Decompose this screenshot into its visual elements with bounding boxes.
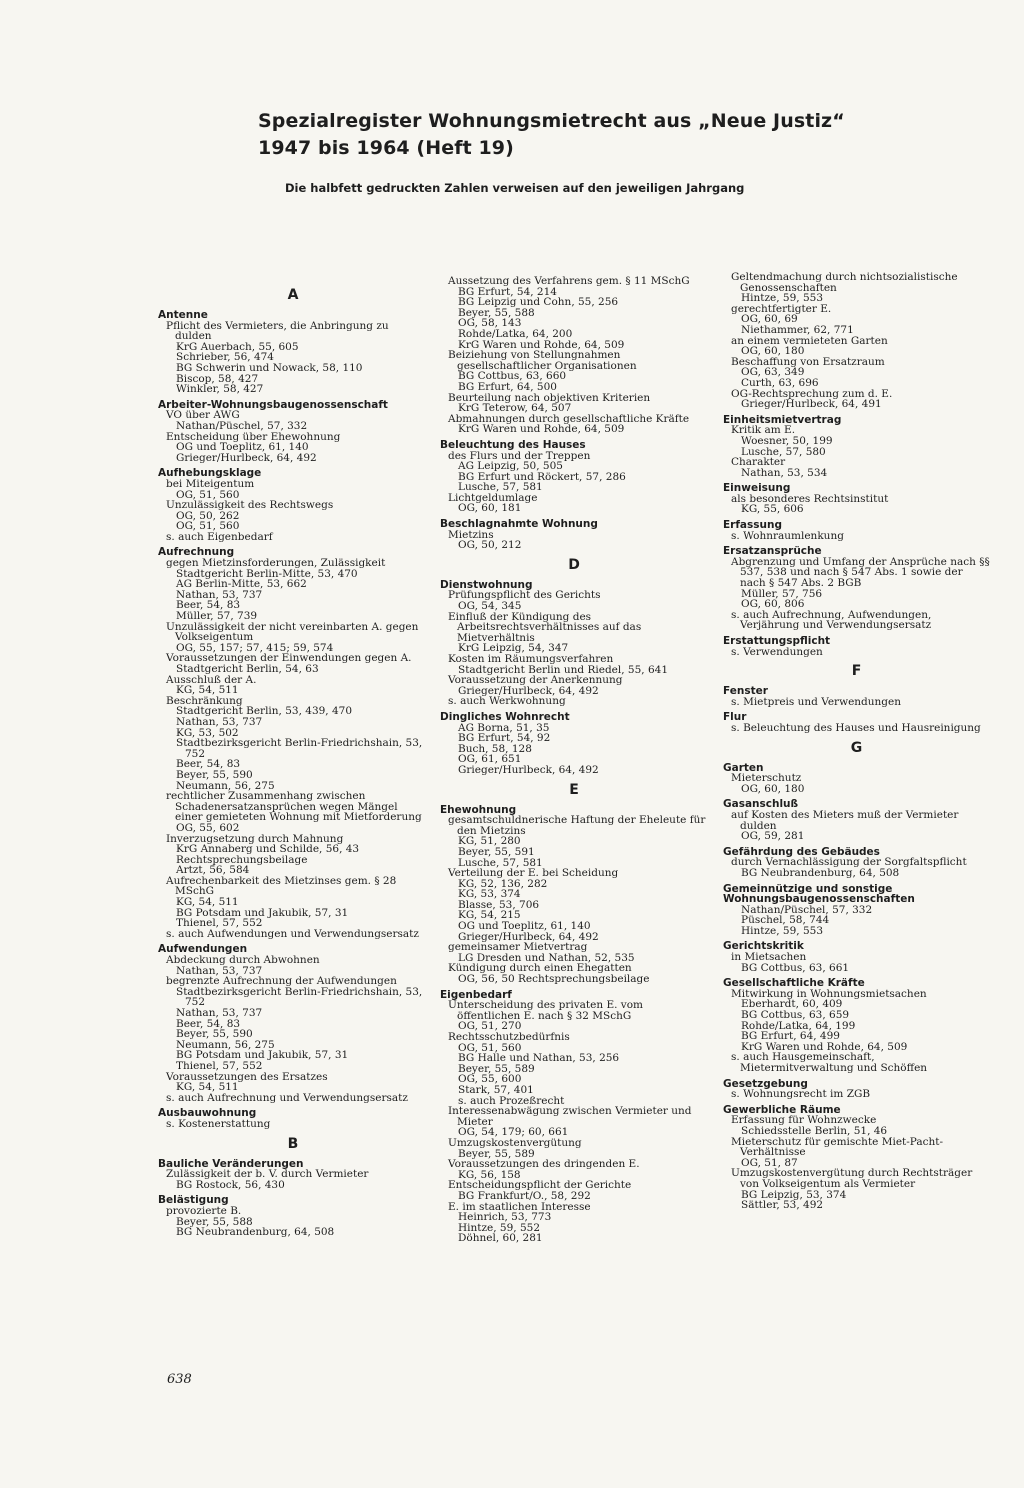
entry-heading: Erstattungspflicht [723, 635, 831, 647]
citation: Biscop, 58, 427 [176, 372, 259, 385]
subentry: Kritik am E. [731, 424, 796, 437]
citation: KrG Waren und Rohde, 64, 509 [458, 423, 625, 436]
citation: Hintze, 59, 553 [741, 292, 823, 305]
subtitle: Die halbfett gedruckten Zahlen verweisen auf den jeweiligen Jahrgang [285, 181, 745, 195]
citation: BG Cottbus, 63, 661 [741, 961, 850, 974]
subentry: s. auch Eigenbedarf [166, 530, 273, 543]
subentry: Voraussetzungen des Ersatzes [166, 1070, 328, 1083]
citation: Rechtsprechungsbeilage [176, 853, 308, 866]
entry-heading: Gerichtskritik [723, 940, 804, 953]
citation: LG Dresden und Nathan, 52, 535 [458, 951, 635, 964]
citation: Müller, 57, 739 [176, 610, 258, 623]
citation: Hintze, 59, 553 [741, 924, 823, 937]
citation: Beyer, 55, 591 [458, 845, 535, 858]
citation: Beer, 54, 83 [176, 758, 241, 771]
subentry: Ausschluß der A. [166, 673, 257, 686]
entry-heading: Beleuchtung des Hauses [440, 438, 586, 451]
citation: OG, 58, 143 [458, 317, 522, 330]
subentry: s. auch Aufrechnung, Aufwendungen, Verjährung und Verwendungsersatz [731, 608, 935, 632]
subentry: Lichtgeldumlage [448, 491, 538, 504]
citation: KG, 51, 280 [458, 835, 521, 848]
index-entry [440, 990, 708, 1244]
citation: KrG Auerbach, 55, 605 [176, 340, 299, 353]
citation: OG, 59, 281 [741, 830, 805, 843]
subentry: E. im staatlichen Interesse [448, 1200, 591, 1213]
subentry: VO über AWG [166, 409, 240, 422]
citation: Curth, 63, 696 [741, 376, 819, 389]
index-entry [723, 636, 990, 657]
subentry: Entscheidung über Ehewohnung [166, 430, 341, 443]
citation: BG Halle und Nathan, 53, 256 [458, 1052, 620, 1065]
citation: Grieger/Hurlbeck, 64, 492 [176, 451, 317, 464]
index-entry [723, 272, 990, 410]
citation: Niethammer, 62, 771 [741, 323, 854, 336]
citation: OG, 63, 349 [741, 366, 805, 379]
citation: OG, 50, 262 [176, 509, 240, 522]
citation: OG, 54, 345 [458, 600, 522, 613]
citation: Grieger/Hurlbeck, 64, 492 [458, 684, 599, 697]
citation: OG, 55, 602 [176, 821, 240, 834]
subentry: in Mietsachen [731, 951, 807, 964]
subentry: des Flurs und der Treppen [448, 449, 591, 462]
citation: Woesner, 50, 199 [741, 434, 833, 447]
citation: Winkler, 58, 427 [176, 383, 264, 396]
subentry: s. Beleuchtung des Hauses und Hausreinigung [731, 721, 981, 734]
citation: OG, 60, 181 [458, 502, 522, 515]
index-entry [723, 941, 990, 973]
citation: Nathan/Püschel, 57, 332 [176, 419, 308, 432]
subentry: an einem vermieteten Garten [731, 334, 888, 347]
citation: Neumann, 56, 275 [176, 779, 275, 792]
entry-heading: Einheitsmietvertrag [723, 413, 842, 426]
citation: Lusche, 57, 580 [741, 445, 826, 458]
index-entry [158, 547, 428, 939]
citation: BG Erfurt und Röckert, 57, 286 [458, 470, 626, 483]
citation: BG Rostock, 56, 430 [176, 1178, 285, 1191]
subentry: Pflicht des Vermieters, die Anbringung zu dulden [166, 319, 392, 343]
index-entry [723, 884, 990, 937]
citation: Stark, 57, 401 [458, 1083, 534, 1096]
section-letter: G [850, 739, 863, 756]
citation: KG, 54, 511 [176, 684, 239, 697]
citation: Eberhardt, 60, 409 [741, 998, 843, 1011]
subentry: Aussetzung des Verfahrens gem. § 11 MSchG [448, 275, 690, 287]
entry-heading: Garten [723, 761, 764, 774]
subentry: Umzugskostenvergütung durch Rechtsträger von Volkseigentum als Vermieter [731, 1167, 976, 1190]
citation: OG, 50, 212 [458, 539, 522, 552]
subentry: Erfassung für Wohnzwecke [731, 1114, 877, 1127]
index-entry [723, 978, 990, 1073]
citation: BG Leipzig und Cohn, 55, 256 [458, 296, 619, 309]
citation: OG, 55, 600 [458, 1073, 522, 1086]
citation: AG Borna, 51, 35 [458, 721, 550, 734]
page-title [258, 108, 858, 162]
citation: Thienel, 57, 552 [176, 917, 263, 930]
citation: Rohde/Latka, 64, 200 [458, 327, 573, 340]
citation: OG, 60, 180 [741, 345, 805, 358]
citation: Beer, 54, 83 [176, 599, 241, 612]
citation: OG, 61, 651 [458, 753, 522, 766]
subentry: Abdeckung durch Abwohnen [166, 954, 320, 967]
citation: BG Erfurt, 64, 499 [741, 1030, 840, 1043]
citation: Stadtgericht Berlin-Mitte, 53, 470 [176, 567, 358, 580]
subentry: Unzulässigkeit des Rechtswegs [166, 499, 334, 512]
entry-heading: Bauliche Veränderungen [158, 1157, 304, 1170]
entry-heading: Gewerbliche Räume [723, 1103, 841, 1116]
section-letter: B [287, 1135, 299, 1152]
citation: OG und Toeplitz, 61, 140 [458, 920, 591, 933]
index-entry [723, 1105, 990, 1211]
citation: BG Erfurt, 64, 500 [458, 380, 557, 393]
subentry: Unterscheidung des privaten E. vom öffentlichen E. nach § 32 MSchG [448, 999, 647, 1022]
subentry: Beschaffung von Ersatzraum [731, 355, 885, 368]
title-line-2: 1947 bis 1964 (Heft 19) [258, 137, 514, 159]
subentry: s. auch Werkwohnung [448, 695, 566, 708]
citation: OG, 55, 157; 57, 415; 59, 574 [176, 641, 334, 654]
index-entry [440, 276, 708, 435]
citation: Lusche, 57, 581 [458, 856, 543, 869]
subentry: Beiziehung von Stellungnahmen gesellschaftlicher Organisationen [448, 349, 637, 372]
citation: Schrieber, 56, 474 [176, 351, 274, 364]
citation: Nathan, 53, 534 [741, 466, 828, 479]
entry-heading: Erfassung [723, 519, 782, 532]
citation: Beyer, 55, 590 [176, 768, 253, 781]
citation: Blasse, 53, 706 [458, 898, 540, 911]
citation: Stadtgericht Berlin und Riedel, 55, 641 [458, 663, 668, 676]
subentry: Rechtsschutzbedürfnis [448, 1031, 570, 1043]
citation: KrG Annaberg und Schilde, 56, 43 [176, 843, 360, 856]
subentry: begrenzte Aufrechnung der Aufwendungen [166, 975, 397, 988]
citation: KG, 53, 502 [176, 726, 239, 739]
index-entry [723, 483, 990, 515]
citation: AG Leipzig, 50, 505 [458, 460, 563, 473]
subentry: Beschränkung [166, 694, 243, 707]
citation: Nathan, 53, 737 [176, 715, 263, 728]
citation: KG, 55, 606 [741, 503, 804, 516]
citation: Stadtbezirksgericht Berlin-Friedrichshain, 53, 752 [176, 985, 426, 1009]
subentry: Inverzugsetzung durch Mahnung [166, 832, 344, 845]
section-letter: D [568, 556, 580, 573]
citation: Thienel, 57, 552 [176, 1059, 263, 1072]
index-column-3 [723, 271, 994, 1216]
citation: Grieger/Hurlbeck, 64, 491 [741, 398, 882, 411]
index-entry [723, 686, 990, 707]
entry-heading: Antenne [158, 309, 208, 321]
subentry: als besonderes Rechtsinstitut [731, 492, 889, 505]
index-entry [158, 310, 428, 395]
index-entry [723, 545, 994, 632]
entry-heading: Ehewohnung [440, 803, 517, 816]
subentry: s. Wohnraumlenkung [731, 529, 844, 542]
citation: Grieger/Hurlbeck, 64, 492 [458, 930, 599, 943]
citation: OG, 60, 180 [741, 782, 805, 795]
index-entry [440, 580, 708, 707]
subentry: provozierte B. [166, 1204, 242, 1217]
index-entry [158, 468, 428, 542]
citation: KG, 53, 374 [458, 888, 521, 901]
entry-heading: Aufwendungen [158, 943, 248, 956]
subentry: Prüfungspflicht des Gerichts [448, 589, 601, 602]
entry-heading: Flur [723, 711, 747, 724]
subentry: gegen Mietzinsforderungen, Zulässigkeit [166, 557, 386, 570]
index-column-2 [440, 276, 708, 1249]
citation: BG Potsdam und Jakubik, 57, 31 [176, 1049, 349, 1062]
citation: Hintze, 59, 552 [458, 1221, 540, 1234]
citation: Beyer, 55, 589 [458, 1147, 535, 1160]
citation: Nathan/Püschel, 57, 332 [741, 903, 873, 916]
subentry: Mitwirkung in Wohnungsmietsachen [731, 987, 927, 1000]
citation: OG, 56, 50 Rechtsprechungsbeilage [458, 973, 650, 986]
subentry: gemeinsamer Mietvertrag [448, 941, 588, 954]
entry-heading: Aufhebungsklage [158, 467, 262, 480]
entry-heading: Ausbauwohnung [158, 1107, 257, 1120]
subentry: s. auch Aufrechnung und Verwendungsersatz [166, 1091, 408, 1104]
index-entry [158, 400, 428, 464]
citation: KG, 52, 136, 282 [458, 877, 548, 890]
entry-heading: Gemeinnützige und sonstige Wohnungsbaugenossenschaften [723, 882, 915, 906]
citation: KG, 54, 215 [458, 909, 521, 922]
citation: OG, 54, 179; 60, 661 [458, 1126, 569, 1139]
citation: Heinrich, 53, 773 [458, 1211, 552, 1224]
index-entry [723, 520, 990, 541]
index-entry [723, 712, 990, 733]
subentry: Aufrechenbarkeit des Mietzinses gem. § 28 MSchG [166, 874, 400, 898]
citation: Stadtgericht Berlin, 53, 439, 470 [176, 705, 353, 718]
citation: Püschel, 58, 744 [741, 914, 830, 927]
citation: BG Cottbus, 63, 659 [741, 1009, 850, 1022]
subentry: s. auch Hausgemeinschaft, Mietermitverwaltung und Schöffen [731, 1051, 928, 1074]
index-entry [723, 1079, 990, 1100]
subentry: Voraussetzungen des dringenden E. [448, 1158, 640, 1171]
citation: OG, 51, 560 [458, 1041, 522, 1054]
entry-heading: Gefährdung des Gebäudes [723, 845, 880, 858]
citation: KG, 54, 511 [176, 896, 239, 909]
subentry: Abmahnungen durch gesellschaftliche Kräfte [448, 412, 690, 425]
subentry: Kündigung durch einen Ehegatten [448, 962, 632, 975]
entry-heading: Arbeiter-Wohnungsbaugenossenschaft [158, 398, 388, 411]
citation: Grieger/Hurlbeck, 64, 492 [458, 763, 599, 776]
citation: Artzt, 56, 584 [176, 864, 250, 877]
citation: OG, 51, 87 [741, 1156, 798, 1169]
subentry: OG-Rechtsprechung zum d. E. [731, 387, 893, 400]
index-entry [158, 1159, 428, 1191]
index-entry [723, 415, 990, 479]
subentry: s. Mietpreis und Verwendungen [731, 695, 901, 708]
entry-heading: Einweisung [723, 482, 791, 495]
citation: Neumann, 56, 275 [176, 1038, 275, 1051]
entry-heading: Belästigung [158, 1194, 229, 1207]
title-line-1: Spezialregister Wohnungsmietrecht aus „Neue Justiz“ [258, 110, 845, 132]
entry-heading: Eigenbedarf [440, 988, 512, 1001]
citation: KrG Waren und Rohde, 64, 509 [741, 1040, 908, 1053]
citation: Beyer, 55, 590 [176, 1028, 253, 1041]
subentry: Unzulässigkeit der nicht vereinbarten A. gegen Volkseigentum [166, 620, 422, 644]
citation: Beyer, 55, 589 [458, 1062, 535, 1075]
citation: OG, 51, 270 [458, 1020, 522, 1033]
subentry: Mieterschutz [731, 772, 802, 785]
subentry: auf Kosten des Mieters muß der Vermieter dulden [731, 808, 962, 832]
subentry: s. Verwendungen [731, 645, 823, 658]
citation: KrG Waren und Rohde, 64, 509 [458, 338, 625, 351]
subentry: durch Vernachlässigung der Sorgfaltspflicht [731, 856, 967, 869]
subentry: Interessenabwägung zwischen Vermieter und Mieter [448, 1105, 695, 1128]
index-entry [723, 799, 990, 841]
subentry: Zulässigkeit der b. V. durch Vermieter [166, 1168, 369, 1181]
citation: Nathan, 53, 737 [176, 1007, 263, 1019]
entry-heading: Dienstwohnung [440, 578, 533, 591]
section-letter: A [287, 287, 299, 303]
subentry: Entscheidungspflicht der Gerichte [448, 1179, 632, 1192]
subentry: Umzugskostenvergütung [448, 1136, 582, 1149]
citation: Stadtgericht Berlin, 54, 63 [176, 663, 319, 675]
entry-heading: Beschlagnahmte Wohnung [440, 518, 598, 531]
entry-heading: Aufrechnung [158, 546, 235, 559]
citation: BG Erfurt, 54, 214 [458, 285, 557, 298]
entry-heading: Ersatzansprüche [723, 545, 822, 558]
citation: KrG Teterow, 64, 507 [458, 402, 572, 415]
index-entry [440, 805, 708, 985]
citation: KG, 54, 511 [176, 1081, 239, 1094]
subentry: Verteilung der E. bei Scheidung [448, 867, 619, 880]
entry-heading: Gesetzgebung [723, 1077, 808, 1090]
index-column-1 [158, 281, 428, 1243]
citation: Schiedsstelle Berlin, 51, 46 [741, 1124, 888, 1137]
page-number: 638 [167, 1372, 192, 1387]
citation: BG Schwerin und Nowack, 58, 110 [176, 361, 363, 374]
citation: OG, 60, 806 [741, 598, 805, 611]
subentry: Einfluß der Kündigung des Arbeitsrechtsverhältnisses auf das Mietverhältnis [448, 610, 645, 644]
subentry: Mieterschutz für gemischte Miet-Pacht-Verhältnisse [731, 1135, 944, 1159]
citation: OG, 60, 69 [741, 313, 798, 326]
subentry: rechtlicher Zusammenhang zwischen Schadenersatzansprüchen wegen Mängel einer gemieteten Wohnung mit Mietforderung [166, 790, 422, 824]
subentry: s. Kostenerstattung [166, 1117, 271, 1130]
subentry: s. Wohnungsrecht im ZGB [731, 1088, 871, 1101]
citation: BG Cottbus, 63, 660 [458, 370, 567, 383]
citation: Nathan, 53, 737 [176, 964, 263, 977]
citation: Beer, 54, 83 [176, 1017, 241, 1030]
citation: BG Frankfurt/O., 58, 292 [458, 1189, 591, 1202]
index-entry [440, 712, 708, 776]
index-entry [723, 847, 990, 879]
subentry: Voraussetzungen der Einwendungen gegen A. [166, 652, 412, 665]
index-entry [158, 944, 428, 1103]
citation: Stadtbezirksgericht Berlin-Friedrichshain, 53, 752 [176, 737, 426, 760]
citation: Döhnel, 60, 281 [458, 1232, 543, 1245]
citation: OG, 51, 560 [176, 520, 240, 533]
subentry: Kosten im Räumungsverfahren [448, 653, 614, 665]
citation: BG Erfurt, 54, 92 [458, 732, 551, 745]
citation: Lusche, 57, 581 [458, 481, 543, 494]
subentry: Abgrenzung und Umfang der Ansprüche nach §§ 537, 538 und nach § 547 Abs. 1 sowie der nach § 547 Abs. 2 BGB [731, 555, 994, 590]
citation: Beyer, 55, 588 [176, 1215, 253, 1228]
subentry: Charakter [731, 456, 786, 469]
citation: BG Potsdam und Jakubik, 57, 31 [176, 906, 349, 919]
index-entry [158, 1108, 428, 1129]
citation: KrG Leipzig, 54, 347 [458, 642, 569, 655]
subentry: gerechtfertigter E. [731, 302, 832, 315]
subentry: Geltendmachung durch nichtsozialistische Genossenschaften [731, 271, 961, 294]
citation: KG, 56, 158 [458, 1168, 521, 1181]
citation: AG Berlin-Mitte, 53, 662 [176, 578, 307, 591]
citation: Sättler, 53, 492 [741, 1199, 824, 1212]
citation: OG, 51, 560 [176, 488, 240, 501]
subentry: Voraussetzung der Anerkennung [448, 674, 623, 687]
section-letter: E [569, 781, 579, 798]
citation: BG Neubrandenburg, 64, 508 [176, 1226, 335, 1239]
entry-heading: Gasanschluß [723, 798, 799, 811]
subentry: Beurteilung nach objektiven Kriterien [448, 391, 651, 404]
subentry: s. auch Aufwendungen und Verwendungsersatz [166, 927, 419, 940]
citation: Beyer, 55, 588 [458, 306, 535, 319]
index-entry [158, 1195, 428, 1237]
entry-heading: Fenster [723, 685, 768, 698]
section-letter: F [851, 663, 862, 680]
citation: BG Neubrandenburg, 64, 508 [741, 866, 900, 879]
citation: s. auch Prozeßrecht [458, 1094, 565, 1107]
citation: Müller, 57, 756 [741, 587, 823, 600]
subentry: Mietzins [448, 528, 494, 541]
entry-heading: Dingliches Wohnrecht [440, 710, 570, 723]
index-entry [723, 763, 990, 795]
citation: OG und Toeplitz, 61, 140 [176, 441, 309, 454]
citation: Rohde/Latka, 64, 199 [741, 1019, 856, 1032]
subentry: bei Miteigentum [166, 477, 255, 490]
citation: BG Leipzig, 53, 374 [741, 1188, 847, 1201]
citation: Nathan, 53, 737 [176, 588, 263, 601]
citation: Buch, 58, 128 [458, 742, 532, 755]
index-entry [440, 440, 708, 514]
index-entry [440, 519, 708, 551]
entry-heading: Gesellschaftliche Kräfte [723, 977, 865, 990]
subentry: gesamtschuldnerische Haftung der Eheleute für den Mietzins [448, 814, 709, 837]
